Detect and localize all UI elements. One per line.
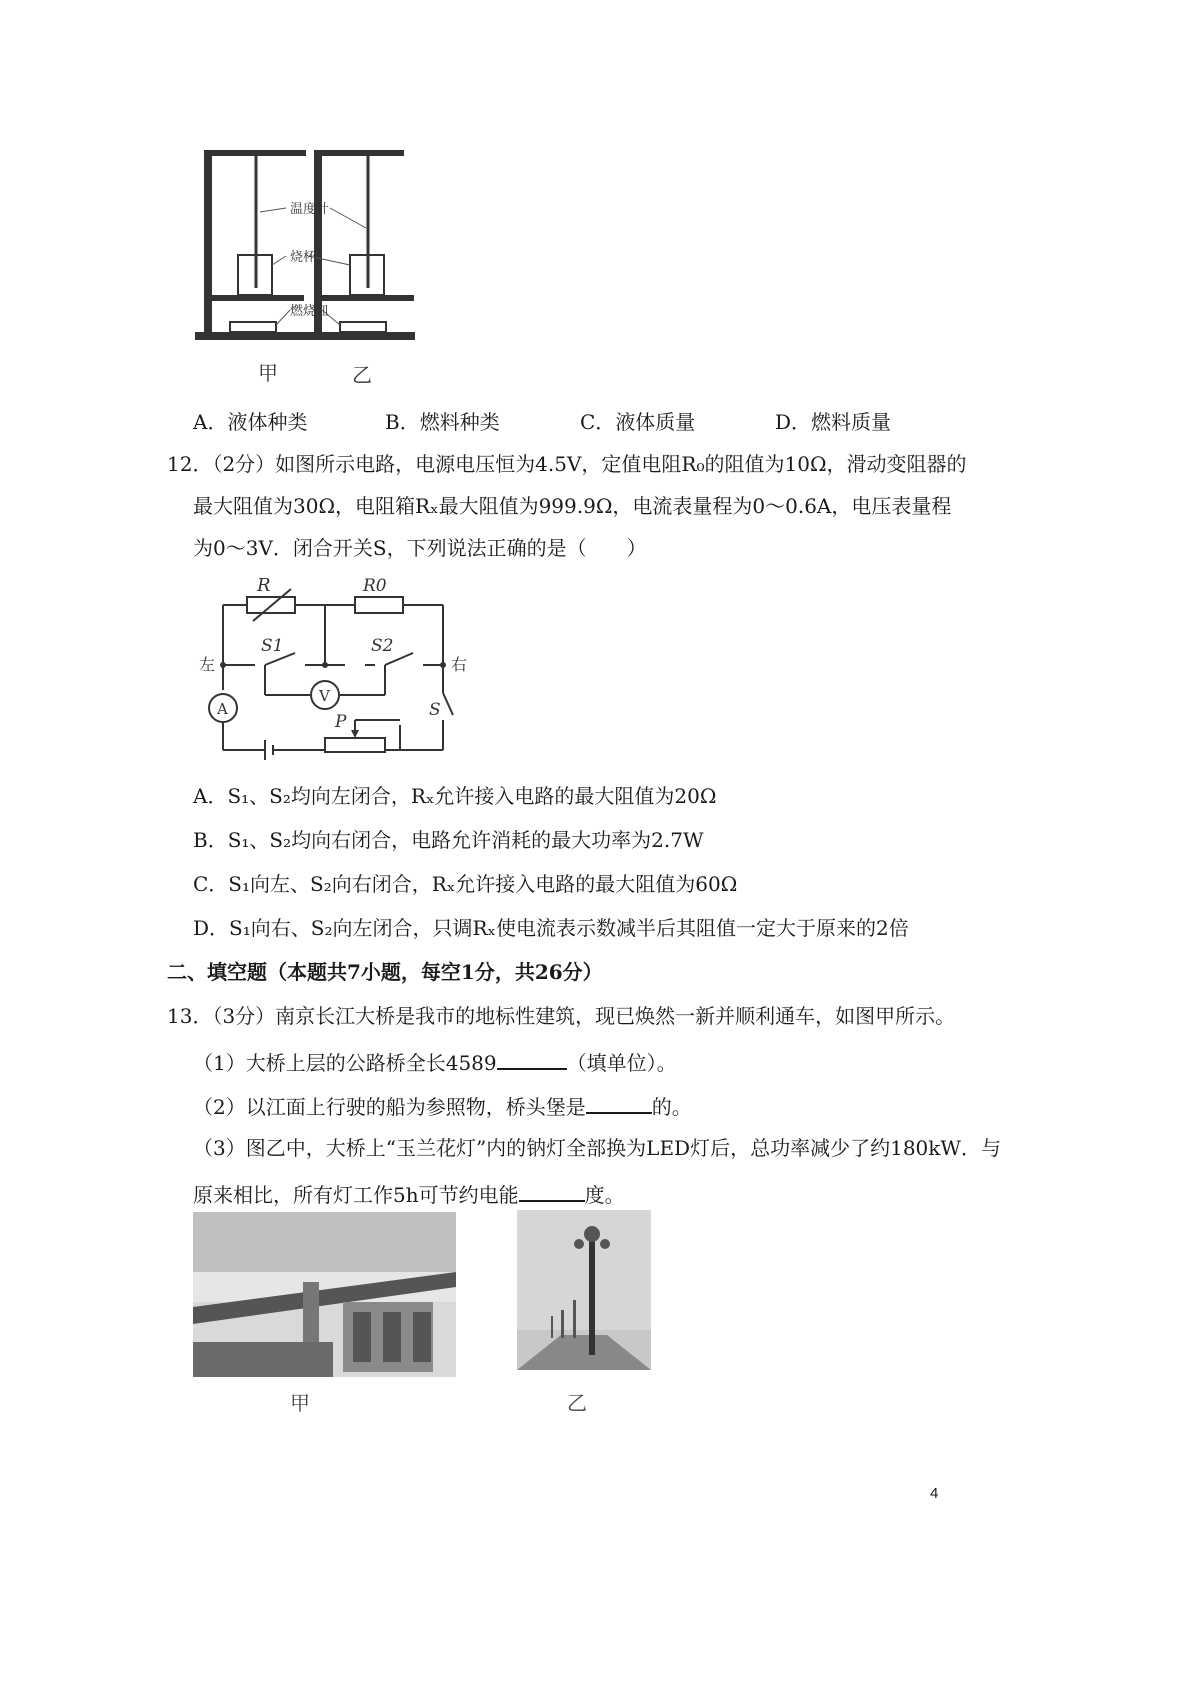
q12-option-a: A．S₁、S₂均向左闭合，Rₓ允许接入电路的最大阻值为20Ω — [193, 784, 717, 808]
burner-left — [230, 322, 276, 332]
q12-stem-line-2: 最大阻值为30Ω，电阻箱Rₓ最大阻值为999.9Ω，电流表量程为0～0.6A，电压表量程 — [193, 494, 952, 518]
q13-blank-3[interactable] — [519, 1178, 585, 1202]
q13-part-2: （2）以江面上行驶的船为参照物，桥头堡是 的。 — [193, 1090, 692, 1121]
base-left — [195, 332, 415, 340]
label-rx: R — [257, 575, 271, 596]
stand-pole-left — [204, 150, 212, 335]
label-beaker: 烧杯 — [290, 250, 317, 265]
caption-jia: 甲 — [258, 361, 278, 385]
rheostat — [325, 738, 385, 752]
q11-option-d: D．燃料质量 — [775, 410, 892, 434]
resistor-r0 — [355, 597, 403, 613]
caption-photo-yi: 乙 — [567, 1391, 587, 1415]
caption-yi: 乙 — [352, 363, 372, 387]
q13-part-3-line-2: 原来相比，所有灯工作5h可节约电能 度。 — [193, 1178, 625, 1209]
label-s1: S1 — [261, 636, 284, 656]
stand-arm-right — [314, 150, 404, 156]
q11-option-c: C．液体质量 — [580, 410, 696, 434]
ammeter-symbol: A — [217, 700, 228, 718]
q11-option-b: B．燃料种类 — [385, 410, 500, 434]
label-p: P — [335, 712, 347, 732]
q11-apparatus-figure — [190, 140, 430, 390]
q13-stem: 13．（3分）南京长江大桥是我市的地标性建筑，现已焕然一新并顺利通车，如图甲所示。 — [167, 1004, 956, 1028]
photo-lamps — [517, 1210, 651, 1370]
q11-option-a: A．液体种类 — [193, 410, 308, 434]
q12-option-c: C．S₁向左、S₂向右闭合，Rₓ允许接入电路的最大阻值为60Ω — [193, 872, 738, 896]
label-s2: S2 — [371, 636, 394, 656]
q12-option-d: D．S₁向右、S₂向左闭合，只调Rₓ使电流表示数减半后其阻值一定大于原来的2倍 — [193, 916, 909, 940]
q13-part-3-line-1: （3）图乙中，大桥上“玉兰花灯”内的钠灯全部换为LED灯后，总功率减少了约180kW．与 — [193, 1136, 1001, 1160]
q13-blank-2[interactable] — [586, 1090, 652, 1114]
label-thermometer: 温度计 — [290, 202, 330, 217]
q13-part-1: （1）大桥上层的公路桥全长4589 （填单位）。 — [193, 1046, 677, 1077]
label-r0: R0 — [363, 576, 387, 596]
voltmeter-symbol: V — [319, 687, 330, 705]
label-burner: 燃烧皿 — [290, 304, 330, 319]
label-left: 左 — [199, 655, 216, 674]
q12-stem-line-1: 12．（2分）如图所示电路，电源电压恒为4.5V，定值电阻R₀的阻值为10Ω，滑动变阻器的 — [167, 452, 967, 476]
photo-bridge — [193, 1212, 456, 1377]
q12-option-b: B．S₁、S₂均向右闭合，电路允许消耗的最大功率为2.7W — [193, 828, 704, 852]
stand-arm-left — [204, 150, 306, 156]
page-number: 4 — [930, 1485, 939, 1502]
q12-stem-line-3: 为0～3V．闭合开关S，下列说法正确的是（ ） — [193, 536, 647, 560]
section-2-title: 二、填空题（本题共7小题，每空1分，共26分） — [167, 960, 603, 984]
label-s: S — [429, 700, 441, 720]
burner-right — [340, 322, 386, 332]
q13-blank-1[interactable] — [497, 1046, 567, 1070]
caption-photo-jia: 甲 — [290, 1391, 310, 1415]
label-right: 右 — [451, 655, 468, 674]
q12-circuit-diagram — [195, 575, 485, 775]
